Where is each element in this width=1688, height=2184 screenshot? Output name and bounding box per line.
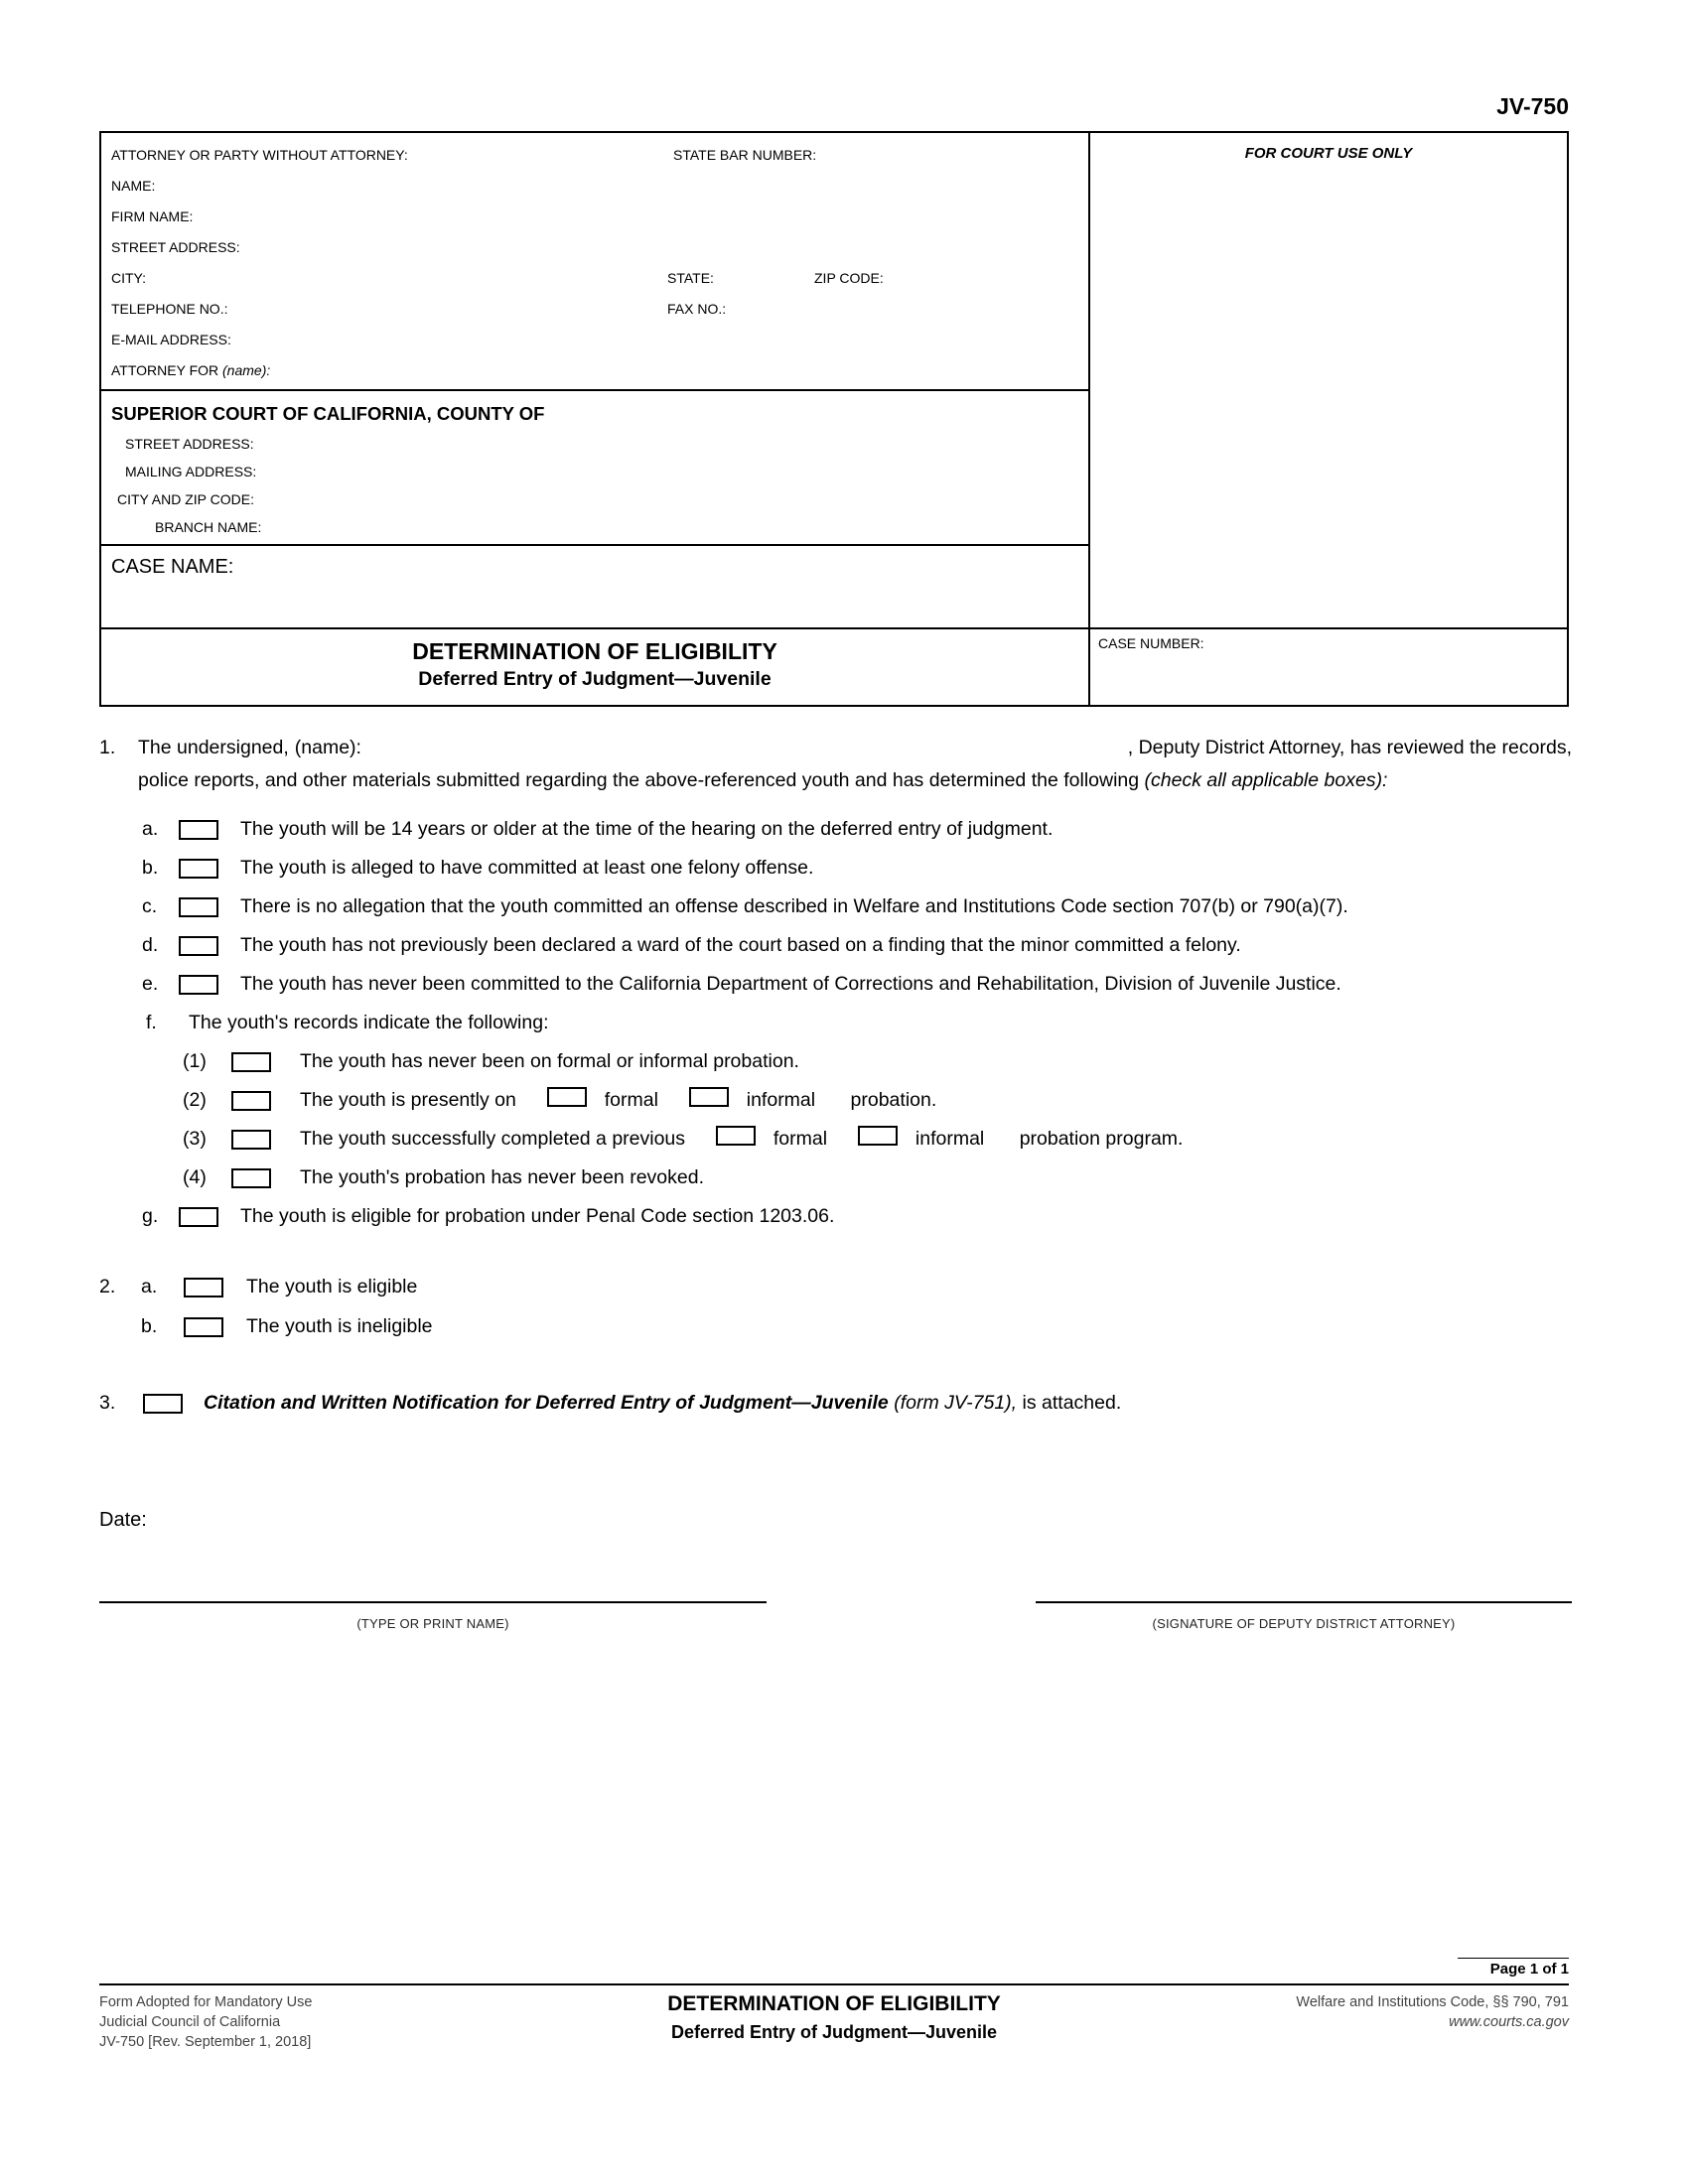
item-text: The youth has never been committed to the California Department of Corrections and Rehabilitation, Division of Juvenile Justice. — [240, 973, 1341, 995]
form-body — [99, 732, 1572, 1640]
case-name-box[interactable] — [101, 546, 1088, 629]
checklist-item-1g — [99, 1200, 1572, 1233]
footer-form-title: DETERMINATION OF ELIGIBILITY — [667, 1992, 1001, 2015]
item-letter: e. — [142, 973, 159, 995]
item-text: The youth is ineligible — [246, 1315, 433, 1337]
checkbox-1a[interactable] — [179, 820, 218, 840]
subitem-text-post: probation program. — [1019, 1128, 1184, 1150]
checkbox-2b[interactable] — [184, 1317, 223, 1337]
item-letter: a. — [142, 818, 159, 840]
date-label: Date: — [99, 1509, 147, 1531]
item-letter: g. — [142, 1205, 159, 1227]
item-letter: f. — [146, 1012, 157, 1033]
type-print-name-line[interactable] — [99, 1601, 767, 1640]
formal-option-label: formal — [604, 1089, 658, 1111]
item-text: The youth will be 14 years or older at the time of the hearing on the deferred entry of judgment. — [240, 818, 1054, 840]
footer-left-line3: JV-750 [Rev. September 1, 2018] — [99, 2034, 312, 2050]
eligibility-option-b — [99, 1310, 1572, 1343]
checklist-item-1f4 — [99, 1161, 1572, 1194]
fax-label: FAX NO.: — [667, 301, 727, 317]
checkbox-3[interactable] — [143, 1394, 183, 1414]
checkbox-1f2-informal[interactable] — [689, 1087, 729, 1107]
attachment-text — [204, 1387, 1572, 1420]
subitem-number: (4) — [183, 1166, 207, 1188]
header-box — [99, 131, 1569, 707]
intro-text-italic: (check all applicable boxes): — [1144, 769, 1388, 791]
case-number-box[interactable] — [1088, 629, 1567, 705]
item-text: The youth is alleged to have committed at least one felony offense. — [240, 857, 814, 879]
footer-left-line1: Form Adopted for Mandatory Use — [99, 1994, 313, 2010]
item-text: There is no allegation that the youth committed an offense described in Welfare and Institutions Code section 707(b) or 790(a)(7). — [240, 895, 1348, 917]
state-label: STATE: — [667, 270, 714, 286]
footer-statute-reference: Welfare and Institutions Code, §§ 790, 791 — [1296, 1994, 1569, 2010]
city-label: CITY: — [111, 270, 147, 286]
subitem-text-post: probation. — [850, 1089, 937, 1111]
telephone-label: TELEPHONE NO.: — [111, 301, 228, 317]
form-jv751-title: Citation and Written Notification for Deferred Entry of Judgment—Juvenile — [204, 1392, 889, 1414]
intro-name-label: (name): — [294, 737, 361, 758]
section-2 — [99, 1271, 1572, 1343]
item-letter: d. — [142, 934, 159, 956]
superior-court-title: SUPERIOR COURT OF CALIFORNIA, COUNTY OF — [111, 403, 545, 424]
footer-adoption-info — [99, 1992, 457, 2052]
form-footer — [99, 1958, 1569, 2052]
state-bar-number-label: STATE BAR NUMBER: — [673, 147, 817, 163]
form-title-box — [101, 629, 1088, 705]
checkbox-1f3[interactable] — [231, 1130, 271, 1150]
item-letter: b. — [141, 1315, 158, 1337]
page-number: Page 1 of 1 — [1489, 1961, 1569, 1978]
form-jv751-ref: (form JV-751), — [894, 1392, 1018, 1414]
case-name-label: CASE NAME: — [111, 556, 234, 578]
checklist-item-1a — [99, 813, 1572, 846]
email-label: E-MAIL ADDRESS: — [111, 332, 231, 347]
subitem-text-pre: The youth is presently on — [300, 1089, 516, 1111]
case-number-label: CASE NUMBER: — [1098, 635, 1204, 651]
checkbox-1c[interactable] — [179, 897, 218, 917]
street-address-label: STREET ADDRESS: — [111, 239, 240, 255]
item-text: The youth has not previously been declared a ward of the court based on a finding that the minor committed a felony. — [240, 934, 1241, 956]
signature-caption: (SIGNATURE OF DEPUTY DISTRICT ATTORNEY) — [1152, 1616, 1456, 1631]
attorney-label: ATTORNEY OR PARTY WITHOUT ATTORNEY: — [111, 147, 408, 163]
checklist-item-1c — [99, 890, 1572, 923]
form-number: JV-750 — [1496, 93, 1569, 119]
checklist-item-1e — [99, 968, 1572, 1001]
checkbox-1g[interactable] — [179, 1207, 218, 1227]
intro-text-post1: , Deputy District Attorney, has reviewed the records, — [1127, 737, 1572, 758]
footer-left-line2: Judicial Council of California — [99, 2014, 281, 2030]
court-mailing-address-label: MAILING ADDRESS: — [125, 464, 257, 479]
checklist-item-1b — [99, 852, 1572, 885]
checkbox-1f3-informal[interactable] — [858, 1126, 898, 1146]
zip-code-label: ZIP CODE: — [814, 270, 884, 286]
informal-option-label: informal — [746, 1089, 816, 1111]
subitem-text — [300, 1084, 1572, 1117]
court-branch-name-label: BRANCH NAME: — [155, 519, 262, 535]
eligibility-option-a — [99, 1271, 1572, 1303]
item-text: The youth is eligible for probation under Penal Code section 1203.06. — [240, 1205, 835, 1227]
checklist-item-1d — [99, 929, 1572, 962]
intro-text-post2: police reports, and other materials submitted regarding the above-referenced youth and has determined the following — [138, 769, 1145, 791]
type-print-name-caption: (TYPE OR PRINT NAME) — [356, 1616, 509, 1631]
checkbox-1e[interactable] — [179, 975, 218, 995]
item-letter: a. — [141, 1276, 158, 1297]
item-text: The youth is eligible — [246, 1276, 418, 1297]
firm-name-label: FIRM NAME: — [111, 208, 194, 224]
date-field[interactable] — [99, 1504, 1572, 1537]
checkbox-1f2[interactable] — [231, 1091, 271, 1111]
attorney-for-label: ATTORNEY FOR — [111, 362, 223, 378]
form-title: DETERMINATION OF ELIGIBILITY — [412, 638, 777, 664]
section-3 — [99, 1387, 1572, 1420]
checkbox-1f4[interactable] — [231, 1168, 271, 1188]
subitem-text — [300, 1123, 1572, 1156]
attorney-for-name-label: (name): — [222, 362, 271, 378]
subitem-text: The youth's probation has never been revoked. — [300, 1166, 704, 1188]
name-label: NAME: — [111, 178, 156, 194]
checklist-item-1f1 — [99, 1045, 1572, 1078]
court-city-zip-label: CITY AND ZIP CODE: — [117, 491, 254, 507]
footer-form-subtitle: Deferred Entry of Judgment—Juvenile — [670, 2022, 998, 2042]
court-section — [101, 391, 1088, 546]
deputy-name-blank[interactable] — [361, 732, 1128, 764]
checkbox-1f1[interactable] — [231, 1052, 271, 1072]
intro-text-pre: The undersigned, — [138, 737, 289, 758]
subitem-text: The youth has never been on formal or informal probation. — [300, 1050, 799, 1072]
section-2-number: 2. — [99, 1276, 116, 1297]
formal-option-label: formal — [773, 1128, 828, 1150]
section-1 — [99, 732, 1572, 1233]
checkbox-1f3-formal[interactable] — [716, 1126, 756, 1146]
checklist-item-1f3 — [99, 1123, 1572, 1156]
checklist-item-1f — [99, 1007, 1572, 1039]
section-3-number: 3. — [99, 1392, 116, 1414]
subitem-number: (1) — [183, 1050, 207, 1072]
for-court-use-only-box — [1088, 133, 1567, 629]
subitem-number: (3) — [183, 1128, 207, 1150]
item-text: The youth's records indicate the following: — [189, 1012, 549, 1033]
section-1-number: 1. — [99, 737, 116, 758]
court-street-address-label: STREET ADDRESS: — [125, 436, 254, 452]
subitem-number: (2) — [183, 1089, 207, 1111]
footer-title-block — [457, 1992, 1211, 2052]
footer-code-reference — [1211, 1992, 1569, 2052]
attachment-text-end: is attached. — [1022, 1392, 1122, 1414]
checkbox-2a[interactable] — [184, 1278, 223, 1297]
attorney-section — [101, 133, 1088, 391]
signature-line[interactable] — [1036, 1601, 1572, 1640]
form-subtitle: Deferred Entry of Judgment—Juvenile — [418, 668, 772, 690]
informal-option-label: informal — [914, 1128, 985, 1150]
item-letter: c. — [142, 895, 158, 917]
checklist-item-1f2 — [99, 1084, 1572, 1117]
footer-courts-url: www.courts.ca.gov — [1449, 2014, 1569, 2030]
subitem-text-pre: The youth successfully completed a previous — [300, 1128, 686, 1150]
checkbox-1f2-formal[interactable] — [547, 1087, 587, 1107]
signature-block — [99, 1601, 1572, 1640]
for-court-use-only-label: FOR COURT USE ONLY — [1244, 145, 1413, 162]
checkbox-1d[interactable] — [179, 936, 218, 956]
item-letter: b. — [142, 857, 159, 879]
checkbox-1b[interactable] — [179, 859, 218, 879]
